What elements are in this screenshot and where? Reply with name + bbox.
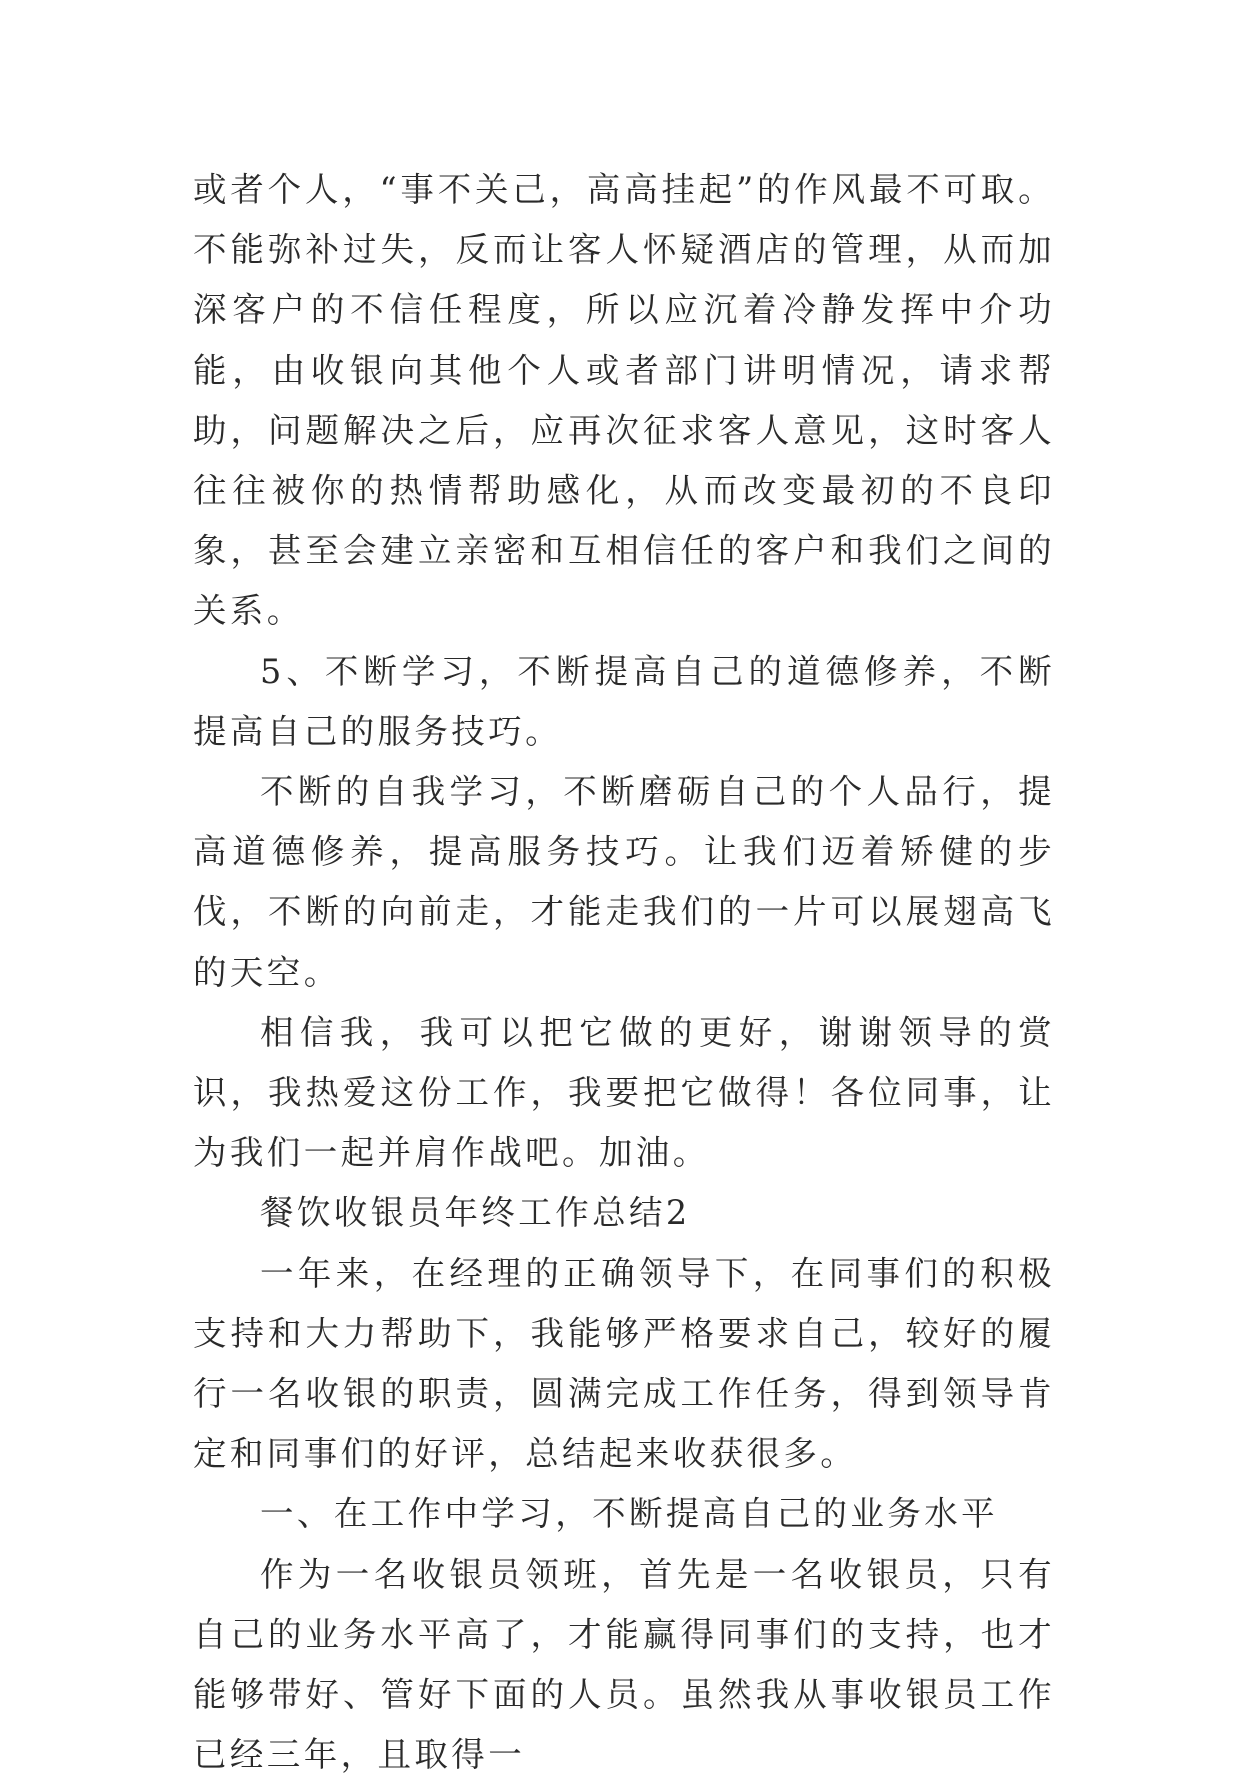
section-title: 餐饮收银员年终工作总结2 xyxy=(260,1193,691,1233)
paragraph-1: 或者个人，“事不关己，高高挂起”的作风最不可取。不能弥补过失，反而让客人怀疑酒店的管理，从而加深客户的不信任程度，所以应沉着冷静发挥中介功能，由收银向其他个人或者部门讲明情况，请求帮助，问题解决之后，应再次征求客人意见，这时客人往往被你的热情帮助感化，从而改变最初的不良印象，甚至会建立亲密和互相信任的客户和我们之间的关系。 xyxy=(193,170,1055,631)
paragraph-4: 相信我，我可以把它做的更好，谢谢领导的赏识，我热爱这份工作，我要把它做得！各位同事，让为我们一起并肩作战吧。加油。 xyxy=(193,1012,1055,1173)
subheading-1: 一、在工作中学习，不断提高自己的业务水平 xyxy=(260,1494,998,1534)
paragraph-6: 一年来，在经理的正确领导下，在同事们的积极支持和大力帮助下，我能够严格要求自己，较好的履行一名收银的职责，圆满完成工作任务，得到领导肯定和同事们的好评，总结起来收获很多。 xyxy=(193,1253,1055,1474)
document-body xyxy=(193,160,1055,1785)
paragraph-item-5-heading: 5、不断学习，不断提高自己的道德修养，不断提高自己的服务技巧。 xyxy=(193,651,1055,751)
paragraph-3: 不断的自我学习，不断磨砺自己的个人品行，提高道德修养，提高服务技巧。让我们迈着矫健的步伐，不断的向前走，才能走我们的一片可以展翅高飞的天空。 xyxy=(193,772,1055,992)
paragraph-8: 作为一名收银员领班，首先是一名收银员，只有自己的业务水平高了，才能赢得同事们的支持，也才能够带好、管好下面的人员。虽然我从事收银员工作已经三年，且取得一 xyxy=(193,1554,1055,1775)
